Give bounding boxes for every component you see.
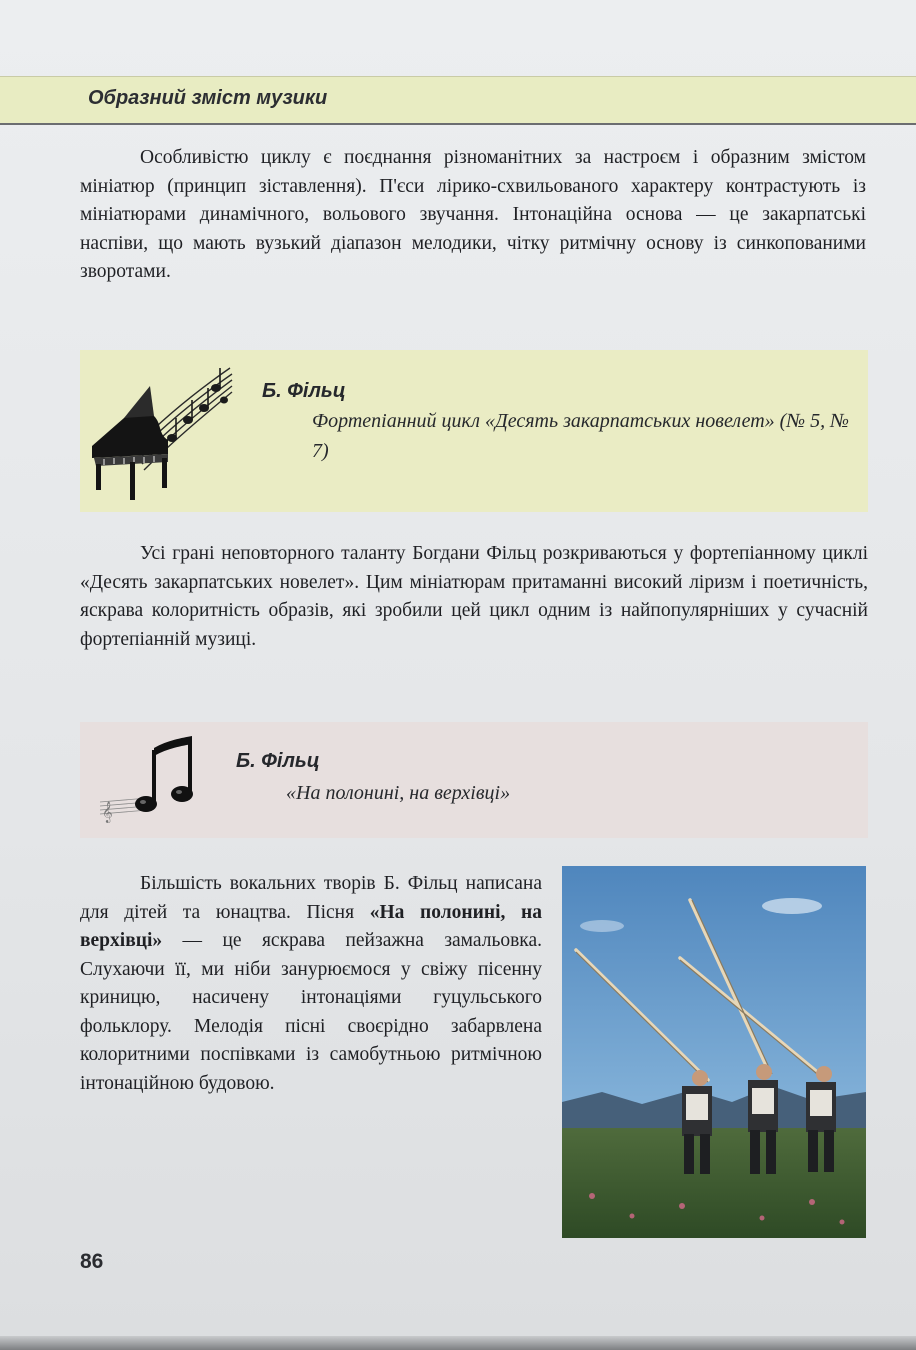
section-title: Образний зміст музики <box>88 87 328 109</box>
paragraph-cycle-description: Особливістю циклу є поєднання різноманітних за настроєм і образним змістом мініатюр (принцип зіставлення). П'єси лірико-схвильованого характеру контрастують із мініатюрами динамічного, вольового звучання. Інтонаційна основа — це закарпатські наспіви, що мають вузький діапазон мелодики, чітку ритмічну основу із синкопованими зворотами. <box>80 147 866 282</box>
piano-with-notes-icon <box>84 358 234 503</box>
page-bottom-edge <box>0 1336 916 1350</box>
page-number: 86 <box>80 1250 104 1273</box>
composer-name: Б. Фільц <box>262 380 346 402</box>
work-title: «На полонині, на верхівці» <box>286 782 511 804</box>
work-title: Фортепіанний цикл «Десять закарпатських новелет» (№ 5, № 7) <box>312 410 850 462</box>
svg-text:𝄞: 𝄞 <box>102 802 113 823</box>
eighth-notes-icon <box>96 732 196 828</box>
composer-name: Б. Фільц <box>236 750 320 772</box>
listening-block-song <box>80 722 868 838</box>
section-header <box>0 76 916 125</box>
paragraph-novelettes: Усі грані неповторного таланту Богдани Фільц розкриваються у фортепіанному циклі «Десять закарпатських новелет». Цим мініатюрам притаманні високий ліризм і поетичність, яскрава колоритність образів, які зробили цей цикл одним із найпопулярніших у сучасній фортепіанній музиці. <box>80 543 868 650</box>
paragraph-vocal-works: Більшість вокальних творів Б. Фільц написана для дітей та юнацтва. Пісня «На полонині, на верхівці» — це яскрава пейзажна замальовка. Слухаючи її, ми ніби занурюємося у свіжу пісенну криницю, насичену інтонаціями гуцульського фольклору. Мелодія пісні своєрідно забарвлена колоритними поспівками із самобутньою ритмічною інтонаційною будовою. <box>80 873 542 1094</box>
trembita-players-photo <box>562 866 866 1238</box>
listening-block-piano-cycle <box>80 350 868 512</box>
